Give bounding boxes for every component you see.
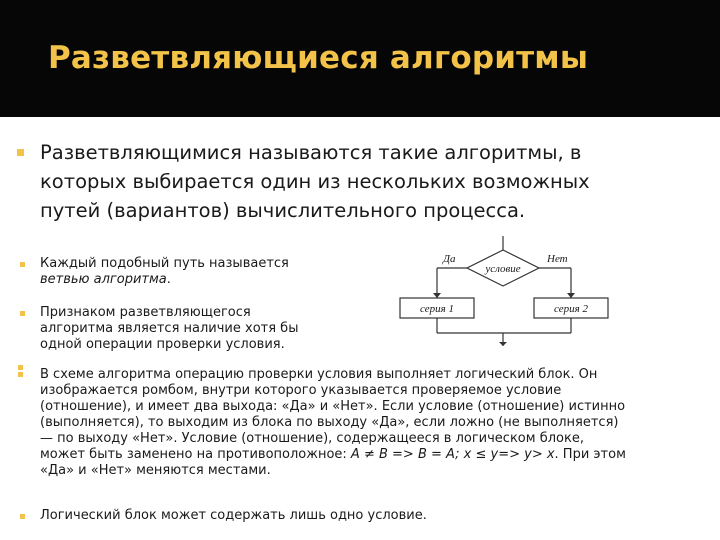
bullet2-line: алгоритма является наличие хотя бы (40, 321, 299, 336)
bullet3-text: может быть заменено на противоположное: (40, 447, 351, 462)
bullet2-line: Признаком разветвляющегося (40, 305, 251, 320)
branch-definition (40, 256, 340, 288)
single-condition-note: Логический блок может содержать лишь одно условие. (40, 508, 427, 523)
main-line: путей (вариантов) вычислительного процесса. (40, 199, 526, 222)
bullet1-period: . (166, 272, 171, 287)
arrow-head-icon (499, 342, 507, 346)
bullet1-line: Каждый подобный путь называется (40, 256, 289, 271)
no-label: Нет (547, 253, 568, 265)
bullet3-text: . При этом (554, 447, 626, 462)
bullet-marker (20, 514, 25, 519)
slide-title: Разветвляющиеся алгоритмы (48, 40, 589, 76)
bullet3-line: изображается ромбом, внутри которого указывается проверяемое условие (40, 383, 562, 398)
bullet3-line: (выполняется), то выходим из блока по выходу «Да», если ложно (не выполняется) (40, 415, 619, 430)
title-bar (0, 0, 720, 117)
bullet-marker (20, 311, 25, 316)
bullet3-line: — по выходу «Нет». Условие (отношение), содержащееся в логическом блоке, (40, 431, 584, 446)
bullet3-line: (отношение), и имеет два выхода: «Да» и «Нет». Если условие (отношение) истинно (40, 399, 626, 414)
bullet3-line (40, 447, 710, 463)
bullet3-line: В схеме алгоритма операцию проверки условия выполняет логический блок. Он (40, 367, 598, 382)
branch-sign (40, 305, 340, 353)
series2-label: серия 2 (554, 303, 588, 315)
branch-term: ветвью алгоритма (40, 272, 167, 287)
bullet3-line: «Да» и «Нет» меняются местами. (40, 463, 271, 478)
logic-block-description (40, 367, 710, 479)
series1-label: серия 1 (420, 303, 454, 315)
condition-formula: A ≠ B => B = A; x ≤ y=> y> x (350, 447, 555, 462)
bullet-marker (20, 262, 25, 267)
branch-flowchart (396, 236, 616, 346)
main-definition (40, 138, 690, 225)
bullet-marker (17, 149, 24, 156)
yes-label: Да (443, 253, 456, 265)
arrow-head-icon (567, 293, 575, 298)
bullet-marker (18, 372, 23, 377)
main-line: Разветвляющимися называются такие алгоритмы, в (40, 141, 582, 164)
main-line: которых выбирается один из нескольких возможных (40, 170, 590, 193)
bullet1-line2 (40, 272, 340, 288)
condition-label: условие (485, 263, 521, 275)
arrow-head-icon (433, 293, 441, 298)
bullet2-line: одной операции проверки условия. (40, 337, 285, 352)
bullet-marker (18, 365, 23, 370)
